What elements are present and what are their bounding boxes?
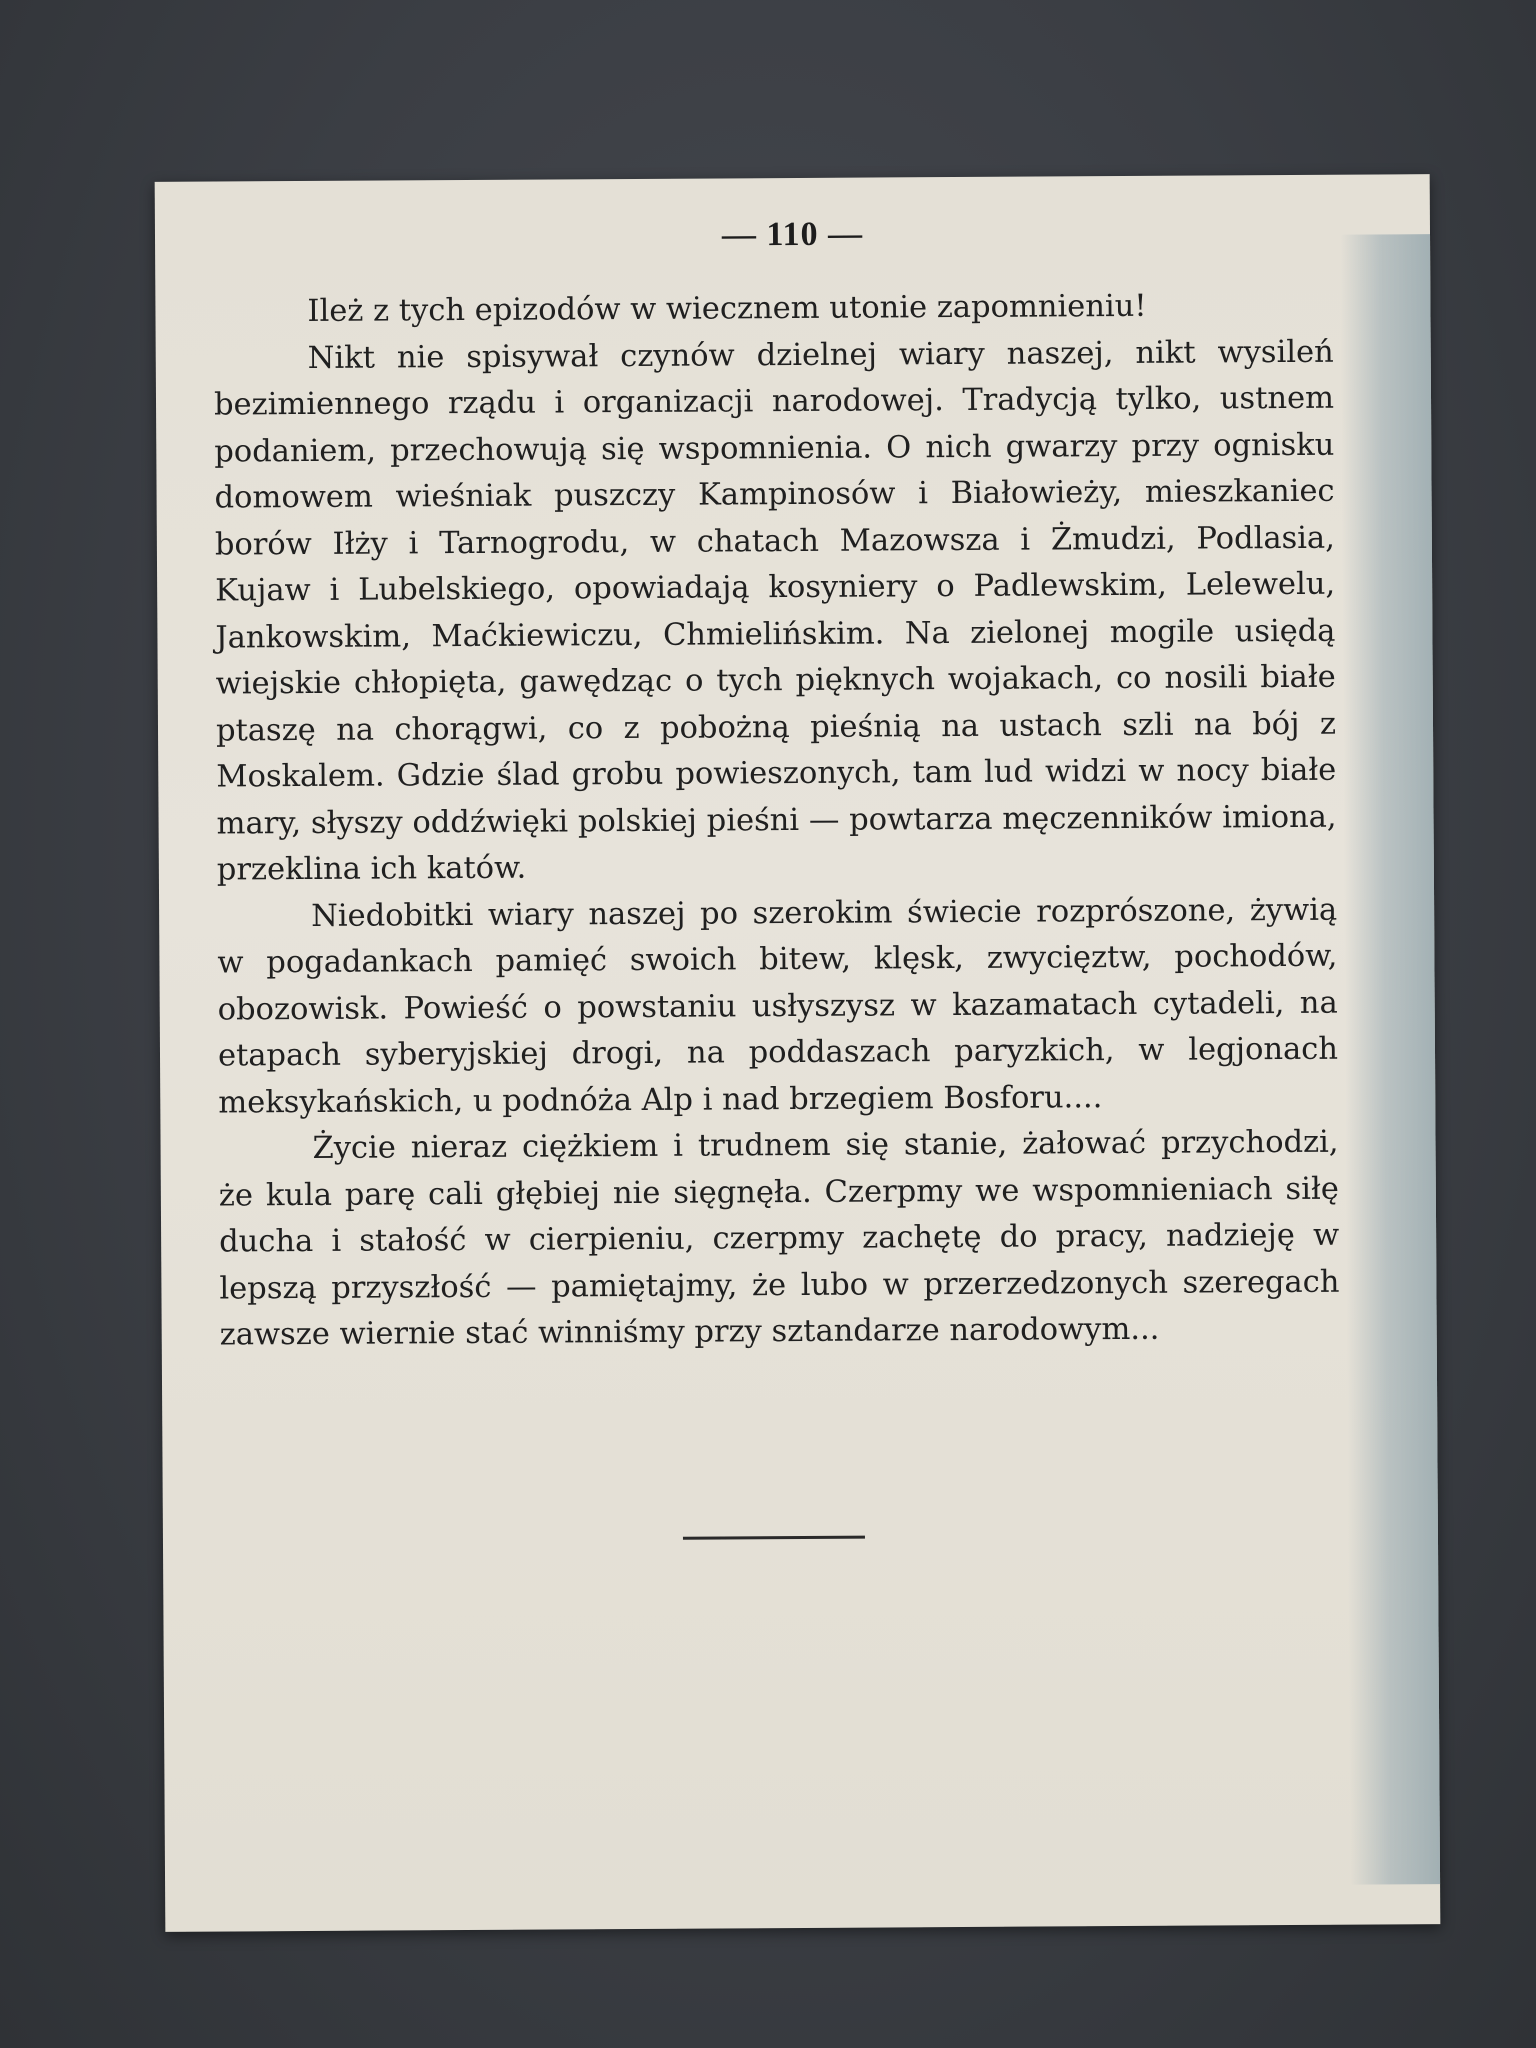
paragraph-4: Życie nieraz ciężkiem i trudnem się stanie, żałować przychodzi, że kula parę cali głębiej nie sięgnęła. Czerpmy we wspomnieniach siłę ducha i stałość w cierpieniu, czerpmy zachętę do pracy, nadzieję w lepszą przyszłość — pamiętajmy, że lubo w przerzedzonych szeregach zawsze wiernie stać winniśmy przy sztandarze narodowym... [218, 1124, 1340, 1353]
paragraph-2: Nikt nie spisywał czynów dzielnej wiary naszej, nikt wysileń bezimiennego rządu i organizacji narodowej. Tradycją tylko, ustnem podaniem, przechowują się wspomnienia. O nich gwarzy przy ognisku domowem wieśniak puszczy Kampinosów i Białowieży, mieszkaniec borów Iłży i Tarnogrodu, w chatach Mazowsza i Żmudzi, Podlasia, Kujaw i Lubelskiego, opowiadają kosyniery o Padlewskim, Lelewelu, Jankowskim, Maćkiewiczu, Chmielińskim. Na zielonej mogile usiędą wiejskie chłopięta, gawędząc o tych pięknych wojakach, co nosili białe ptaszę na chorągwi, co z pobożną pieśnią na ustach szli na bój z Moskalem. Gdzie ślad grobu powieszonych, tam lud widzi w nocy białe mary, słyszy oddźwięki polskiej pieśni — powtarza męczenników imiona, przeklina ich katów. [213, 334, 1337, 888]
section-divider-rule [683, 1536, 865, 1540]
page-body-text [213, 283, 1340, 1359]
paragraph-1: Ileż z tych epizodów w wiecznem utonie zapomnieniu! [307, 288, 1147, 329]
book-page [155, 174, 1441, 1932]
paragraph-3: Niedobitki wiary naszej po szerokim świecie rozprószone, żywią w pogadankach pamięć swoich bitew, klęsk, zwycięztw, pochodów, obozowisk. Powieść o powstaniu usłyszysz w kazamatach cytadeli, na etapach syberyjskiej drogi, na poddaszach paryzkich, w legjonach meksykańskich, u podnóża Alp i nad brzegiem Bosforu.... [217, 892, 1339, 1121]
page-number: — 110 — [721, 215, 864, 254]
